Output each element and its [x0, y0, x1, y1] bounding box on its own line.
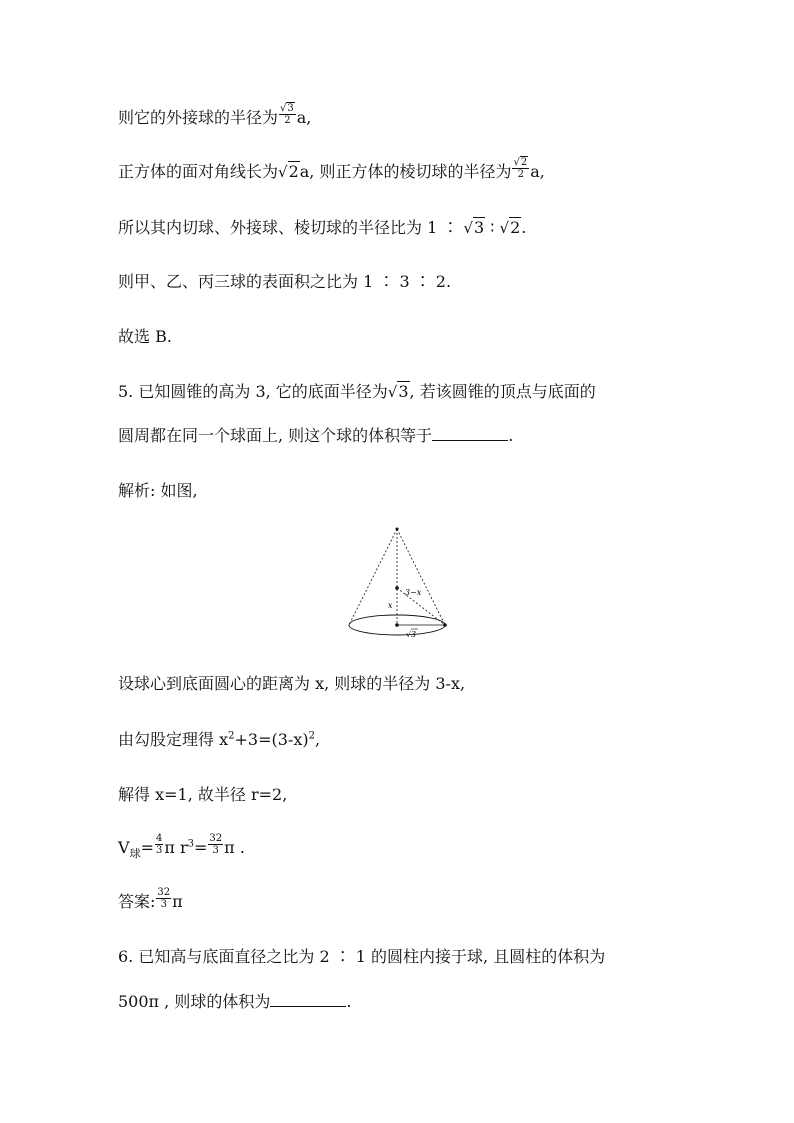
question-6-line-1: 6. 已知高与底面直径之比为 2 ∶ 1 的圆柱内接于球, 且圆柱的体积为	[118, 947, 606, 966]
cone-sphere-figure	[340, 524, 450, 640]
text: .	[508, 426, 514, 445]
sqrt: √3	[463, 218, 485, 237]
radicand: 3	[474, 218, 485, 237]
base-center-point	[395, 623, 399, 627]
text: π	[172, 892, 183, 911]
line-circumsphere-radius	[118, 103, 312, 130]
text: a,	[530, 162, 545, 181]
denominator: 2	[517, 169, 525, 180]
superscript: 2	[308, 730, 315, 742]
line-area-ratio: 则甲、乙、丙三球的表面积之比为 1 ∶ 3 ∶ 2.	[118, 272, 452, 291]
sqrt: √2	[278, 162, 299, 181]
question-5-line-1	[118, 380, 596, 404]
text: ∶	[485, 218, 500, 237]
label-x: x	[388, 601, 393, 610]
radicand: 2	[510, 218, 521, 237]
label-sqrt-3: 3	[411, 630, 417, 639]
denominator: 2	[284, 115, 291, 126]
text: 500π , 则球的体积为	[118, 992, 271, 1011]
text: 所以其内切球、外接球、棱切球的半径比为 1 ∶	[118, 218, 464, 237]
answer-blank	[270, 992, 346, 1007]
text: π .	[224, 838, 245, 857]
text: 则它的外接球的半径为	[118, 108, 279, 127]
radicand: 2	[288, 162, 299, 181]
text: =	[193, 838, 208, 857]
line-radius-ratio	[118, 216, 526, 240]
superscript: 3	[187, 838, 194, 850]
solution-step-4-volume	[118, 833, 245, 861]
label-3-minus-x: 3−x	[405, 588, 422, 597]
base-edge-point	[443, 623, 447, 627]
text: +3=(3-x)	[234, 730, 309, 749]
text: 由勾股定理得 x	[118, 730, 229, 749]
superscript: 2	[228, 730, 235, 742]
answer-blank	[432, 426, 508, 441]
text: π r	[164, 838, 188, 857]
radicand: 3	[398, 382, 409, 401]
fraction: $\frac{√2}{2}$	[513, 157, 528, 180]
line-midsphere-radius	[118, 157, 545, 184]
label-sqrt-symbol: √	[406, 630, 412, 639]
sphere-center-point	[395, 586, 399, 590]
question-6-line-2	[118, 990, 351, 1014]
solution-label: 解析: 如图,	[118, 481, 198, 500]
fraction: $\frac{32}{3}$	[209, 833, 223, 856]
cone-diagram	[340, 524, 450, 640]
solution-step-3: 解得 x=1, 故半径 r=2,	[118, 785, 288, 804]
text: 答案:	[118, 892, 156, 911]
subscript: 球	[129, 847, 141, 861]
text: a,	[296, 108, 312, 127]
apex-point	[396, 528, 399, 531]
text: ,	[314, 730, 321, 749]
sqrt: √2	[499, 218, 521, 237]
text: V	[118, 838, 130, 857]
fraction: $\frac{√3}{2}$	[280, 103, 294, 126]
text: .	[521, 218, 527, 237]
text: a, 则正方体的棱切球的半径为	[299, 162, 512, 181]
line-answer-choice: 故选 B.	[118, 327, 172, 346]
text: 圆周都在同一个球面上, 则这个球的体积等于	[118, 426, 433, 445]
question-5-line-2	[118, 424, 513, 448]
text: 正方体的面对角线长为	[118, 162, 279, 181]
fraction: $\frac{32}{3}$	[157, 887, 171, 910]
radicand: 3	[287, 103, 294, 114]
text: .	[346, 992, 352, 1011]
fraction: $\frac{4}{3}$	[155, 833, 163, 856]
cone-side-left	[349, 529, 397, 625]
solution-step-2	[118, 728, 320, 752]
text: 5. 已知圆锥的高为 3, 它的底面半径为	[118, 382, 388, 401]
text: , 若该圆锥的顶点与底面的	[409, 382, 596, 401]
radicand: 2	[520, 157, 528, 168]
text: =	[140, 838, 154, 857]
cone-side-right	[397, 529, 445, 625]
sqrt: √3	[387, 382, 409, 401]
answer-line	[118, 887, 183, 914]
solution-step-1: 设球心到底面圆心的距离为 x, 则球的半径为 3-x,	[118, 674, 466, 693]
